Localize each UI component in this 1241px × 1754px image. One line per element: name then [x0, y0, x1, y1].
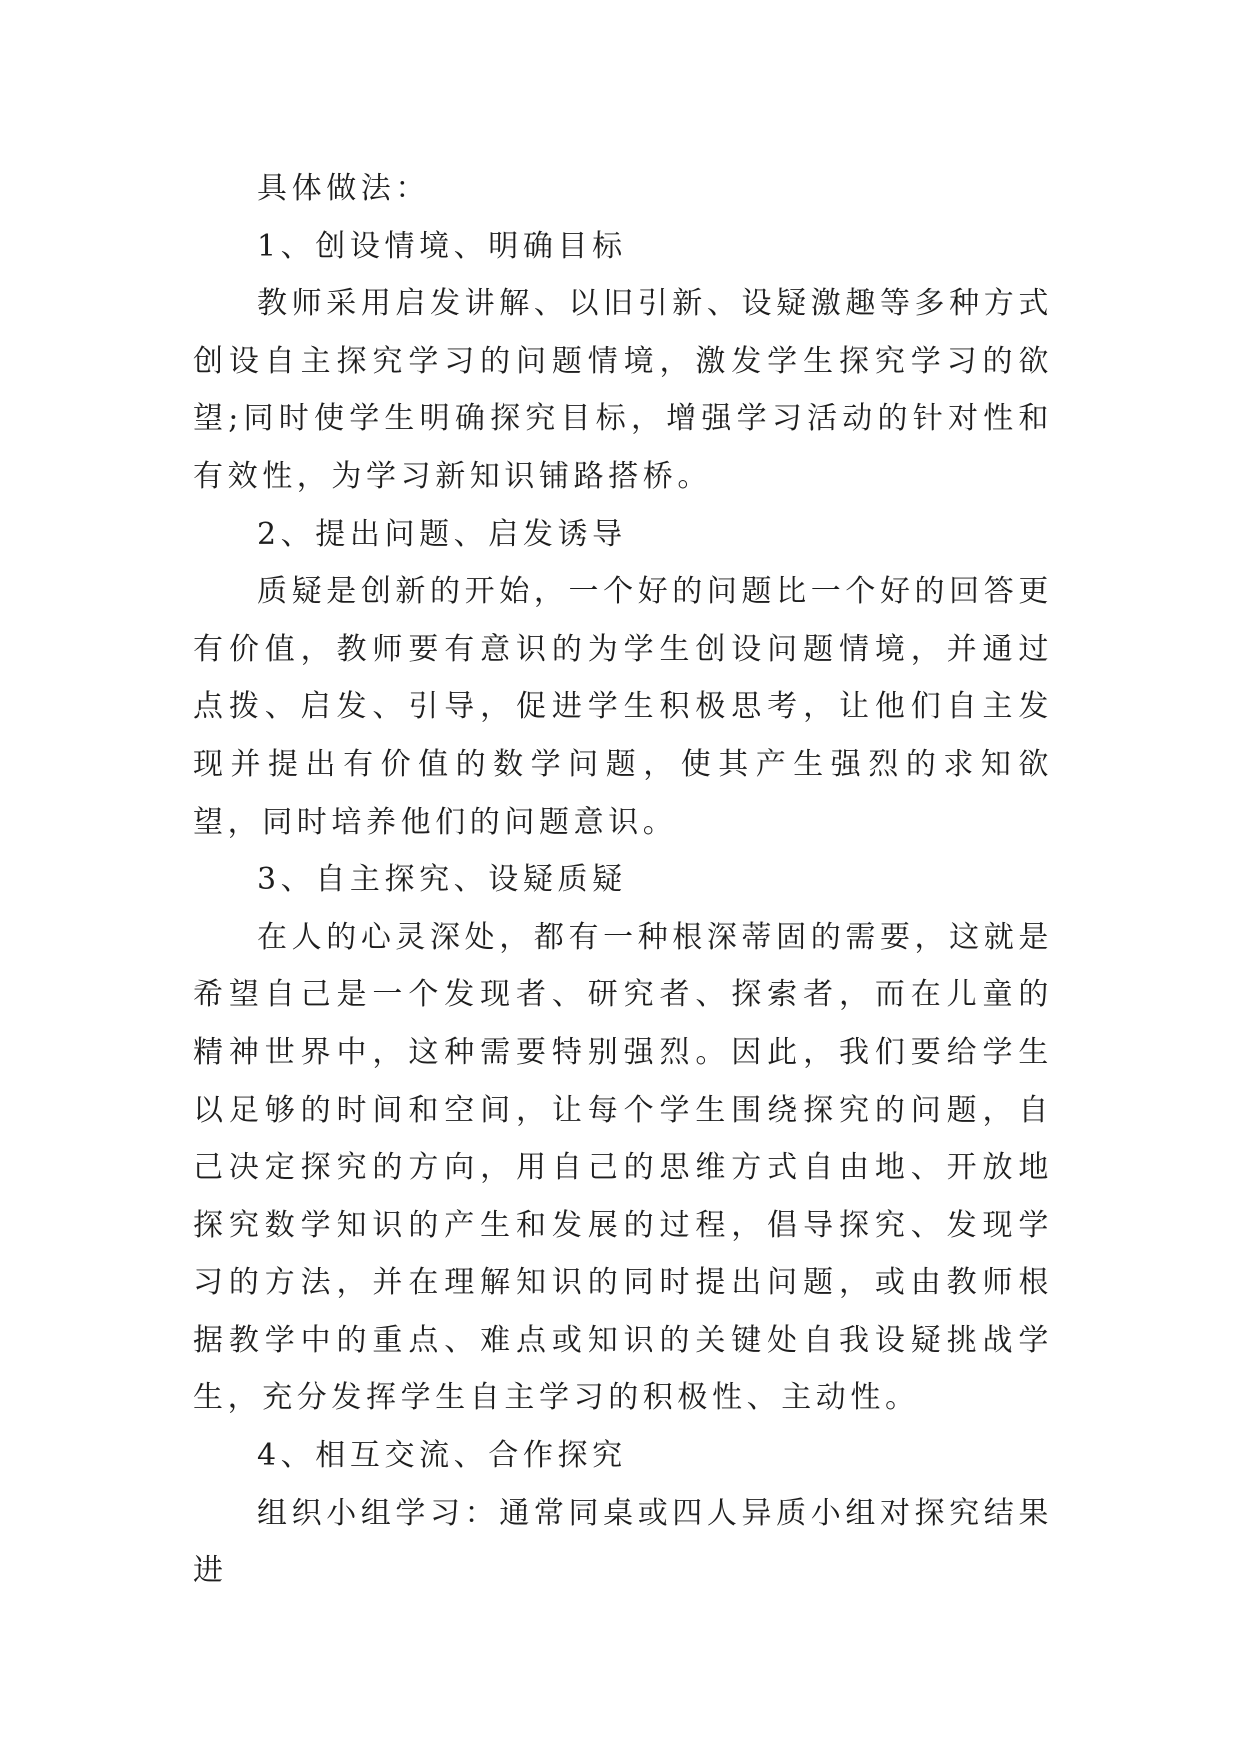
section-heading-1: 1、创设情境、明确目标 [257, 228, 627, 264]
section-body-2: 质疑是创新的开始，一个好的问题比一个好的回答更有价值，教师要有意识的为学生创设问题情境，并通过点拨、启发、引导，促进学生积极思考，让他们自主发现并提出有价值的数学问题，使其产生强烈的求知欲望，同时培养他们的问题意识。 [193, 574, 1053, 840]
paragraph-method-heading: 具体做法： [257, 171, 430, 206]
document-body [193, 160, 1053, 1600]
section-body-4: 组织小组学习：通常同桌或四人异质小组对探究结果进 [193, 1495, 1053, 1589]
section-heading-4: 4、相互交流、合作探究 [257, 1438, 627, 1474]
section-heading-3: 3、自主探究、设疑质疑 [257, 862, 627, 898]
section-body-1: 教师采用启发讲解、以旧引新、设疑激趣等多种方式创设自主探究学习的问题情境，激发学生探究学习的欲望;同时使学生明确探究目标，增强学习活动的针对性和有效性，为学习新知识铺路搭桥。 [193, 286, 1053, 494]
section-body-3: 在人的心灵深处，都有一种根深蒂固的需要，这就是希望自己是一个发现者、研究者、探索者，而在儿童的精神世界中，这种需要特别强烈。因此，我们要给学生以足够的时间和空间，让每个学生围绕探究的问题，自己决定探究的方向，用自己的思维方式自由地、开放地探究数学知识的产生和发展的过程，倡导探究、发现学习的方法，并在理解知识的同时提出问题，或由教师根据教学中的重点、难点或知识的关键处自我设疑挑战学生，充分发挥学生自主学习的积极性、主动性。 [193, 919, 1053, 1416]
section-heading-2: 2、提出问题、启发诱导 [257, 516, 627, 552]
